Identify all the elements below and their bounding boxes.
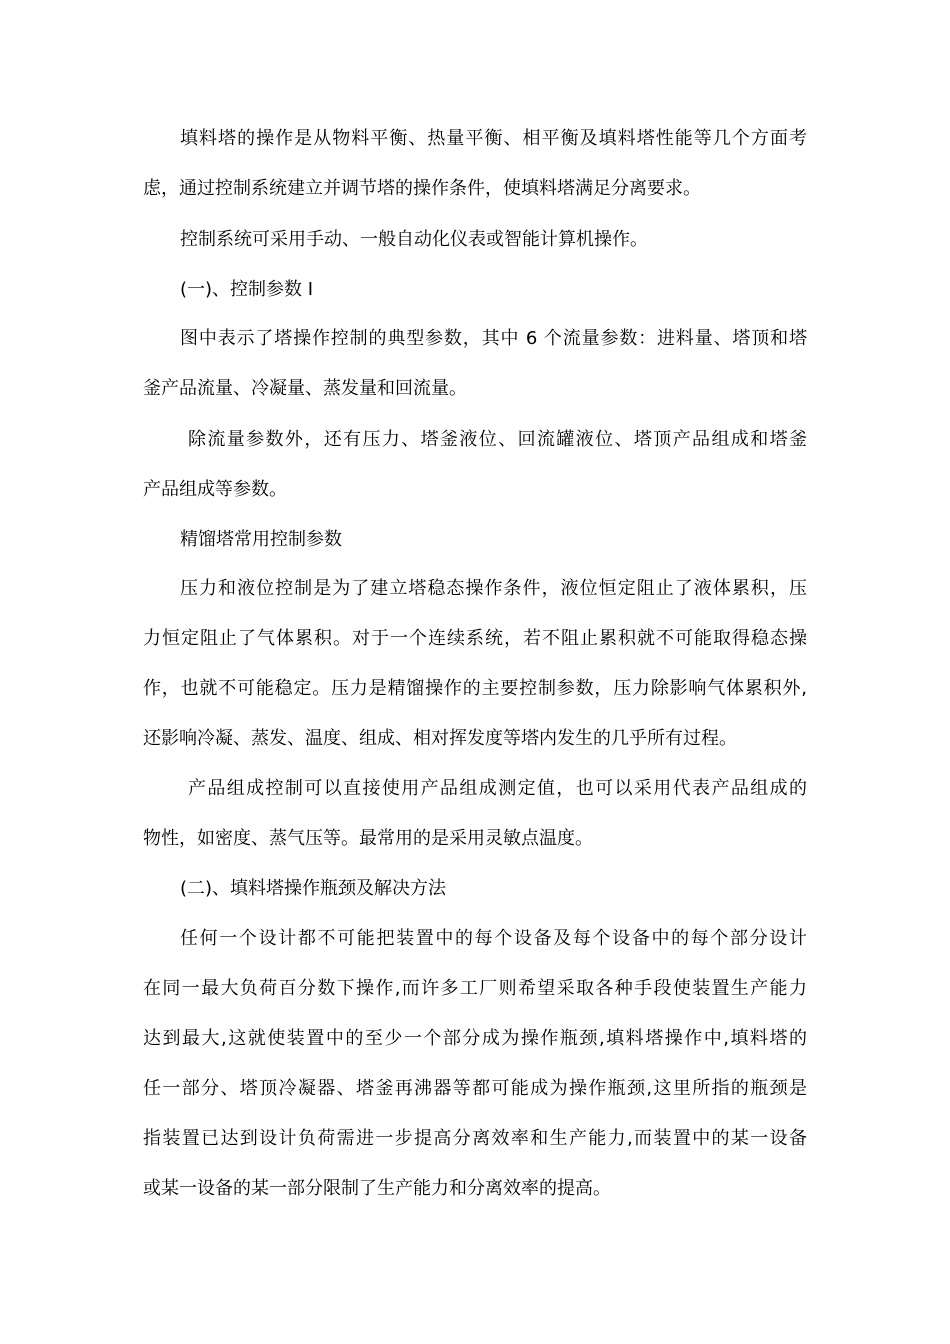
section-heading-1: (一)、控制参数 I: [180, 279, 314, 300]
paragraph-7-line-1: 任何一个设计都不可能把装置中的每个设备及每个设备中的每个部分设计: [180, 928, 807, 949]
paragraph-4-line-2: 产品组成等参数。: [143, 479, 287, 500]
paragraph-5-line-3: 作，也就不可能稳定。压力是精馏操作的主要控制参数，压力除影响气体累积外,: [143, 678, 807, 699]
paragraph-1-line-2: 虑，通过控制系统建立并调节塔的操作条件，使填料塔满足分离要求。: [143, 178, 701, 199]
paragraph-7-line-3: 达到最大,这就使装置中的至少一个部分成为操作瓶颈,填料塔操作中,填料塔的: [143, 1028, 807, 1049]
paragraph-7-line-5: 指装置已达到设计负荷需进一步提高分离效率和生产能力,而装置中的某一设备: [143, 1128, 807, 1149]
paragraph-3-line-2: 釜产品流量、冷凝量、蒸发量和回流量。: [143, 378, 467, 399]
paragraph-7-line-6: 或某一设备的某一部分限制了生产能力和分离效率的提高。: [143, 1178, 611, 1199]
paragraph-6-line-2: 物性，如密度、蒸气压等。最常用的是采用灵敏点温度。: [143, 828, 593, 849]
subheading-control-parameters: 精馏塔常用控制参数: [180, 529, 342, 550]
paragraph-7-line-2: 在同一最大负荷百分数下操作,而许多工厂则希望采取各种手段使装置生产能力: [143, 978, 807, 999]
paragraph-5-line-1: 压力和液位控制是为了建立塔稳态操作条件，液位恒定阻止了液体累积，压: [180, 578, 807, 599]
paragraph-3-line-1: 图中表示了塔操作控制的典型参数，其中 6 个流量参数：进料量、塔顶和塔: [180, 328, 807, 349]
paragraph-5-line-2: 力恒定阻止了气体累积。对于一个连续系统，若不阻止累积就不可能取得稳态操: [143, 628, 807, 649]
paragraph-4-line-1: 除流量参数外，还有压力、塔釜液位、回流罐液位、塔顶产品组成和塔釜: [188, 429, 807, 450]
paragraph-2-line-1: 控制系统可采用手动、一般自动化仪表或智能计算机操作。: [180, 229, 648, 250]
paragraph-5-line-4: 还影响冷凝、蒸发、温度、组成、相对挥发度等塔内发生的几乎所有过程。: [143, 728, 737, 749]
paragraph-6-line-1: 产品组成控制可以直接使用产品组成测定值，也可以采用代表产品组成的: [188, 778, 807, 799]
section-heading-2: (二)、填料塔操作瓶颈及解决方法: [180, 878, 447, 899]
paragraph-1-line-1: 填料塔的操作是从物料平衡、热量平衡、相平衡及填料塔性能等几个方面考: [180, 128, 807, 149]
paragraph-7-line-4: 任一部分、塔顶冷凝器、塔釜再沸器等都可能成为操作瓶颈,这里所指的瓶颈是: [143, 1078, 807, 1099]
